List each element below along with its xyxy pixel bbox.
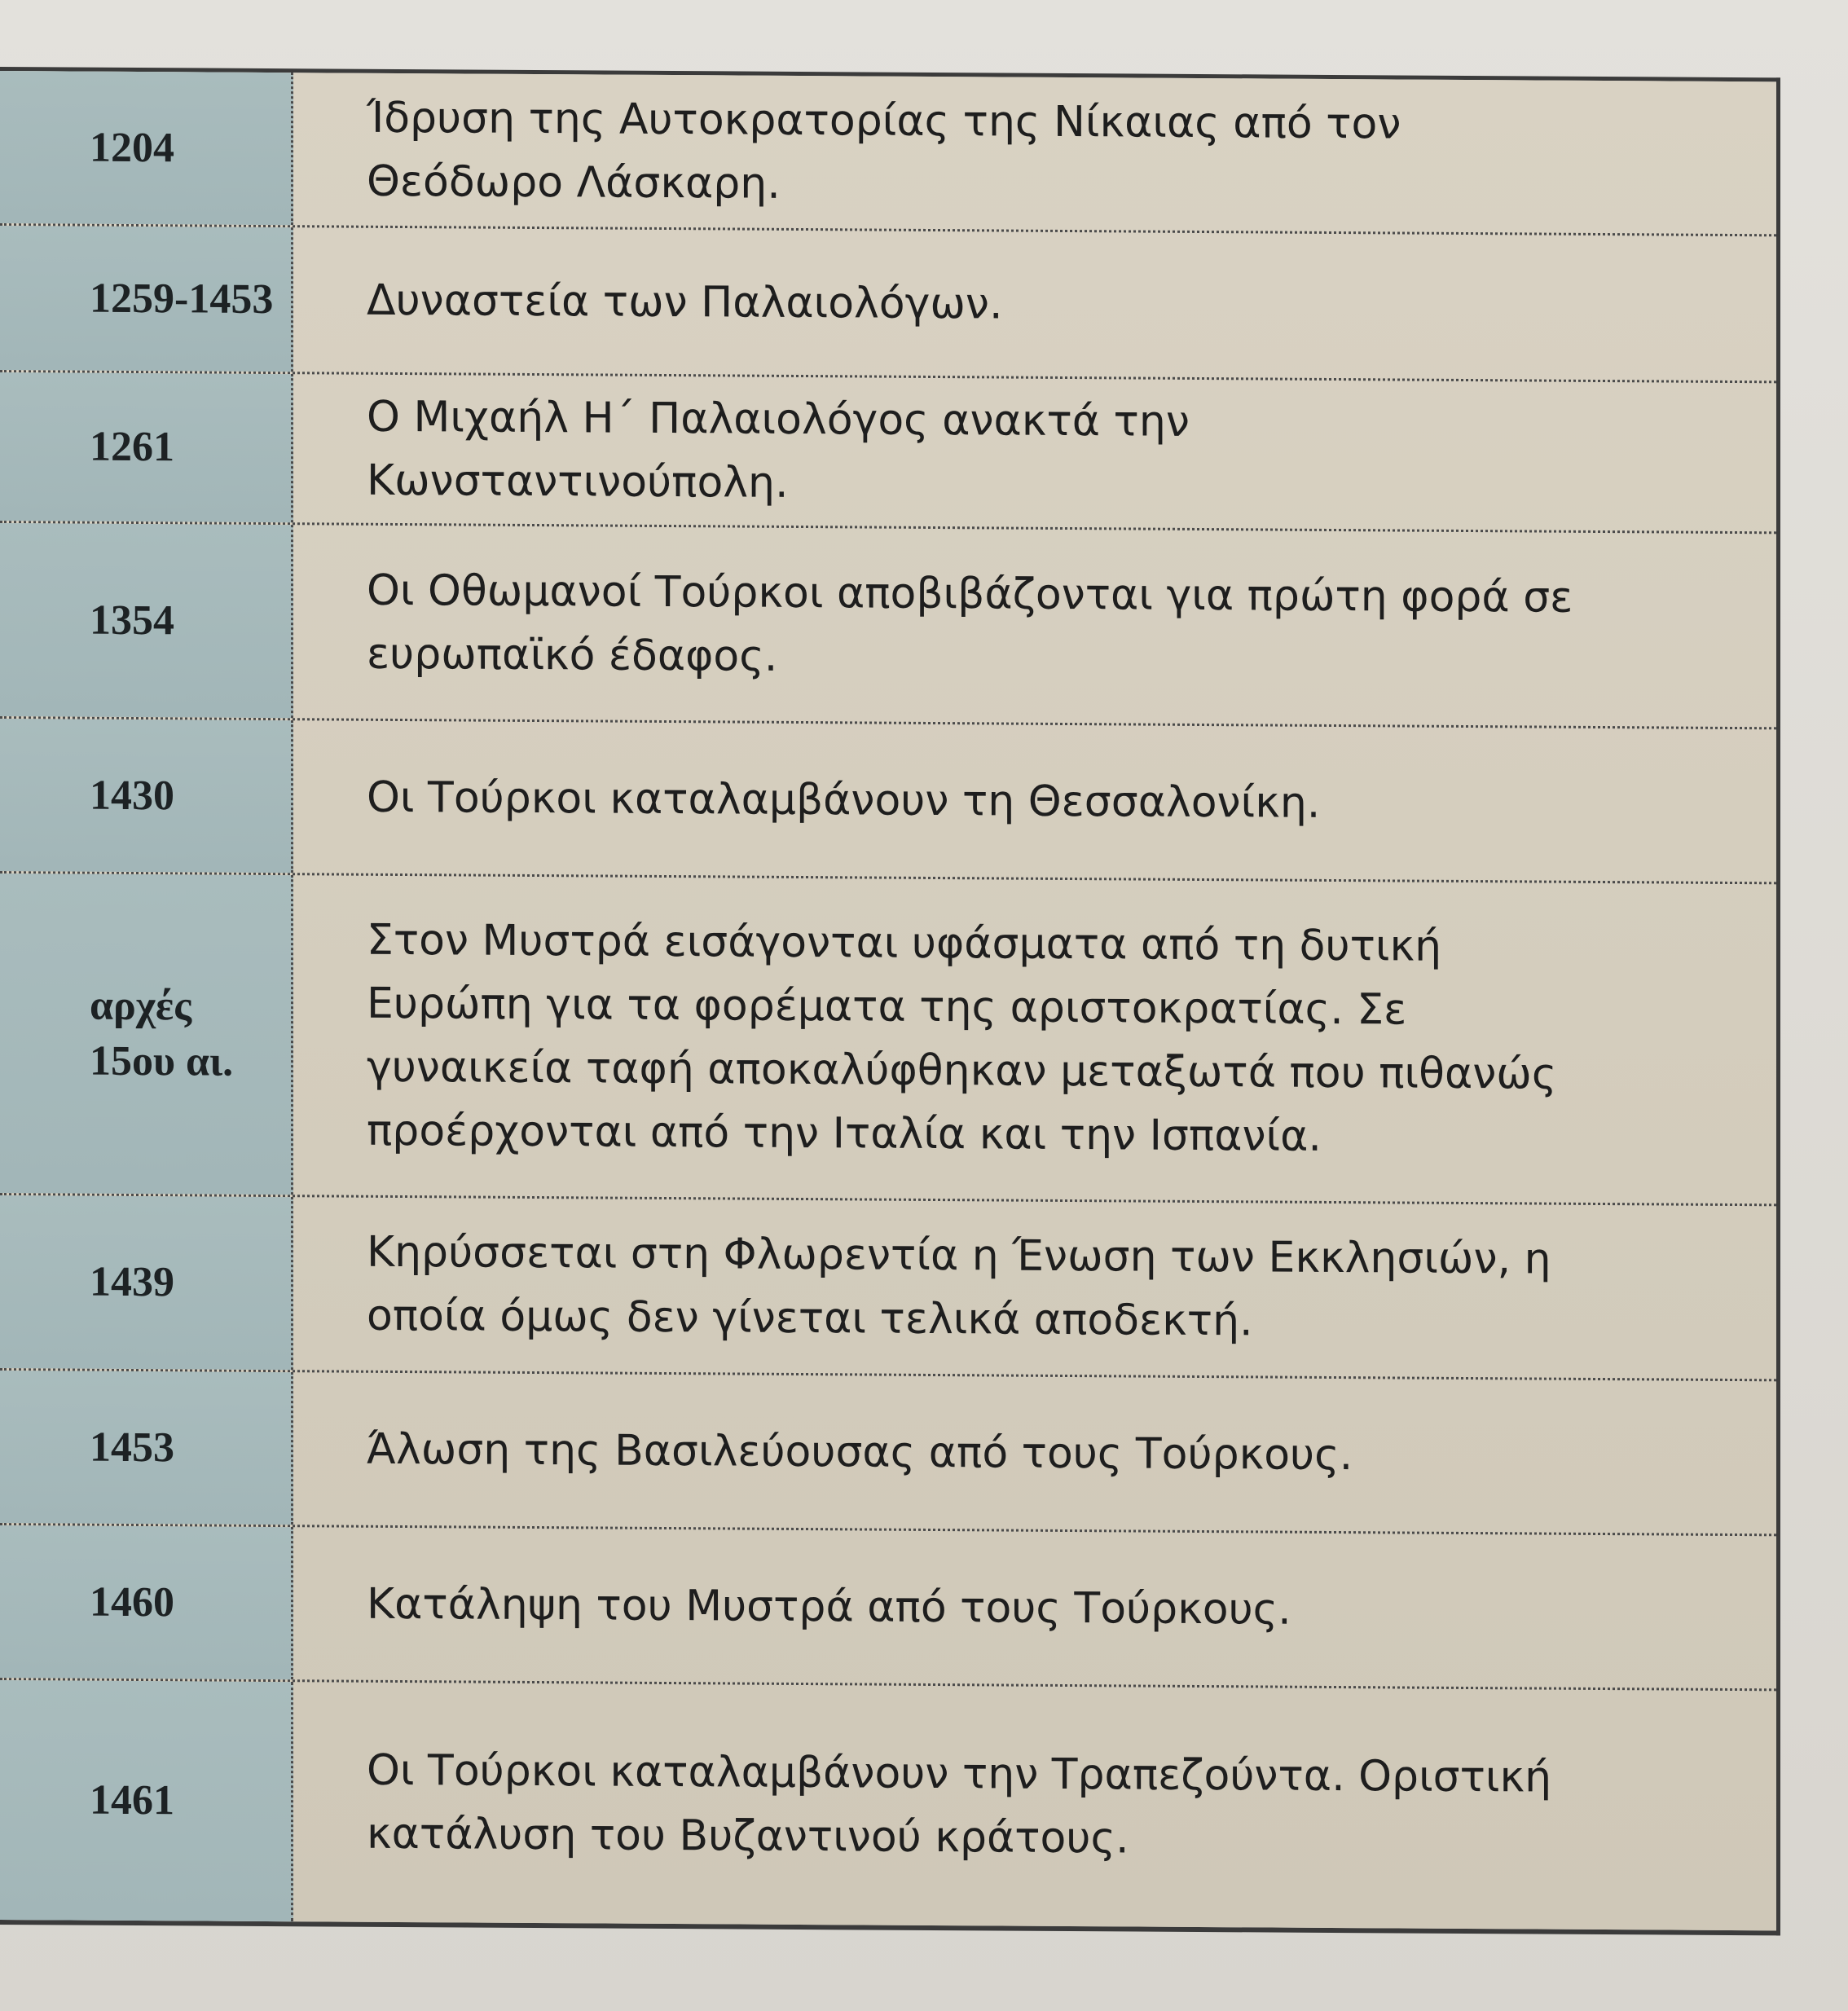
event-text: Στον Μυστρά εισάγονται υφάσματα από τη δυτική Ευρώπη για τα φορέματα της αριστοκρατίας. Σε γυναικεία ταφή αποκαλύφθηκαν μεταξωτά που πιθανώς προέρχονται από την Ιταλία και την Ισπανία. — [367, 915, 1557, 1161]
event-cell — [293, 1682, 1776, 1930]
event-cell — [293, 1527, 1776, 1688]
table-row — [0, 1371, 1776, 1536]
table-row — [0, 719, 1776, 884]
event-text: Κηρύσσεται στη Φλωρεντία η Ένωση των Εκκλησιών, η οποία όμως δεν γίνεται τελικά αποδεκτή. — [367, 1227, 1551, 1346]
event-cell — [293, 875, 1776, 1204]
chronology-table-body — [0, 71, 1776, 1930]
event-cell — [293, 525, 1776, 727]
year-cell: 1430 — [0, 719, 293, 873]
table-row — [0, 1525, 1776, 1691]
event-cell — [293, 720, 1776, 882]
year-cell: 1460 — [0, 1525, 293, 1679]
event-text: Ο Μιχαήλ Η΄ Παλαιολόγος ανακτά την Κωνσταντινούπολη. — [367, 392, 1190, 508]
event-text: Κατάληψη του Μυστρά από τους Τούρκους. — [367, 1579, 1291, 1635]
event-text: Άλωση της Βασιλεύουσας από τους Τούρκους. — [367, 1424, 1353, 1480]
event-text: Οι Τούρκοι καταλαμβάνουν την Τραπεζούντα. Οριστική κατάλυση του Βυζαντινού κράτους. — [367, 1745, 1552, 1864]
table-row — [0, 372, 1776, 534]
event-cell — [293, 73, 1776, 234]
year-cell: 1259-1453 — [0, 226, 293, 372]
table-row — [0, 71, 1776, 236]
event-text: Οι Οθωμανοί Τούρκοι αποβιβάζονται για πρώτη φορά σε ευρωπαϊκό έδαφος. — [367, 565, 1573, 681]
table-row — [0, 226, 1776, 383]
year-cell: 1461 — [0, 1680, 293, 1921]
year-cell: 1261 — [0, 372, 293, 522]
table-row — [0, 1195, 1776, 1381]
year-cell: 1439 — [0, 1195, 293, 1370]
event-cell — [293, 374, 1776, 531]
year-cell: 1354 — [0, 523, 293, 718]
event-cell — [293, 227, 1776, 381]
table-row — [0, 523, 1776, 729]
event-text: Ίδρυση της Αυτοκρατορίας της Νίκαιας από τον Θεόδωρο Λάσκαρη. — [367, 93, 1401, 209]
event-text: Δυναστεία των Παλαιολόγων. — [367, 275, 1003, 329]
table-row — [0, 1680, 1776, 1930]
event-cell — [293, 1197, 1776, 1379]
table-row — [0, 873, 1776, 1206]
event-cell — [293, 1372, 1776, 1534]
year-cell: 1453 — [0, 1371, 293, 1525]
year-cell: αρχές 15ου αι. — [0, 873, 293, 1195]
event-text: Οι Τούρκοι καταλαμβάνουν τη Θεσσαλονίκη. — [367, 772, 1321, 828]
year-cell: 1204 — [0, 71, 293, 225]
chronology-table — [0, 67, 1780, 1935]
